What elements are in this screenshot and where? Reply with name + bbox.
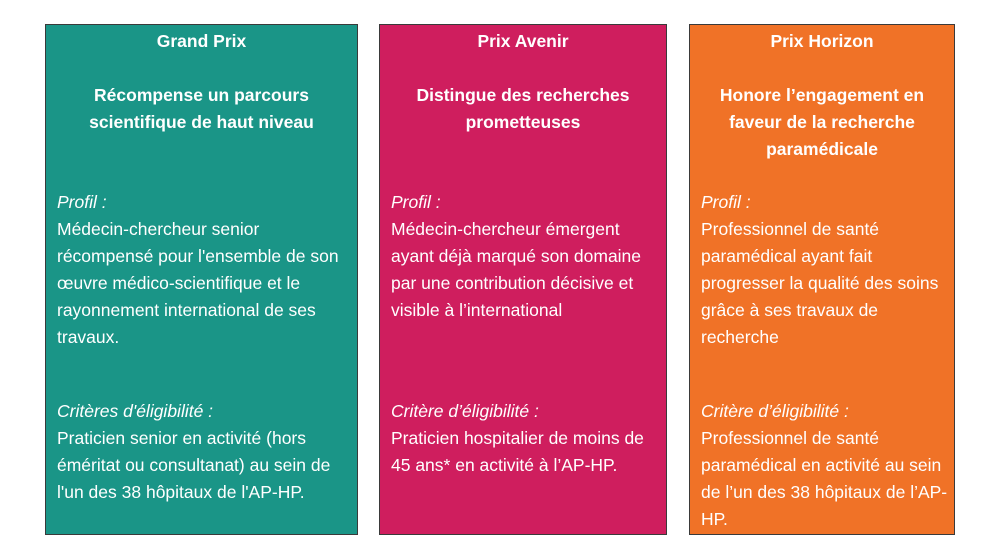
card-tagline: Récompense un parcours scientifique de haut niveau [89,85,314,132]
profil-label: Profil : [701,192,751,212]
criteria-label: Critère d’éligibilité : [391,401,539,421]
criteria-text: Praticien senior en activité (hors éméritat ou consultanat) au sein de l'un des 38 hôpitaux de l'AP-HP. [57,428,331,502]
card-tagline: Distingue des recherches prometteuses [416,85,630,132]
profil-label: Profil : [57,192,107,212]
card-prix-horizon [689,24,955,535]
card-grand-prix [45,24,358,535]
profil-section [701,189,948,351]
card-title: Prix Horizon [770,31,874,51]
profil-text: Professionnel de santé paramédical ayant fait progresser la qualité des soins grâce à ses travaux de recherche [701,219,939,347]
profil-text: Médecin-chercheur émergent ayant déjà marqué son domaine par une contribution décisive et visible à l’international [391,219,642,320]
card-tagline: Honore l’engagement en faveur de la recherche paramédicale [719,85,925,159]
card-title: Prix Avenir [477,31,569,51]
criteria-text: Professionnel de santé paramédical en activité au sein de l’un des 38 hôpitaux de l’AP-HP. [701,428,948,529]
card-prix-avenir [379,24,667,535]
criteria-section [57,398,351,506]
criteria-label: Critères d'éligibilité : [57,401,214,421]
criteria-section [701,398,948,533]
profil-section [57,189,351,351]
criteria-text: Praticien hospitalier de moins de 45 ans* en activité à l’AP-HP. [391,428,644,475]
profil-label: Profil : [391,192,441,212]
criteria-label: Critère d’éligibilité : [701,401,849,421]
profil-section [391,189,660,324]
profil-text: Médecin-chercheur senior récompensé pour l'ensemble de son œuvre médico-scientifique et le rayonnement international de ses travaux. [57,219,339,347]
card-title: Grand Prix [156,31,247,51]
criteria-section [391,398,660,479]
